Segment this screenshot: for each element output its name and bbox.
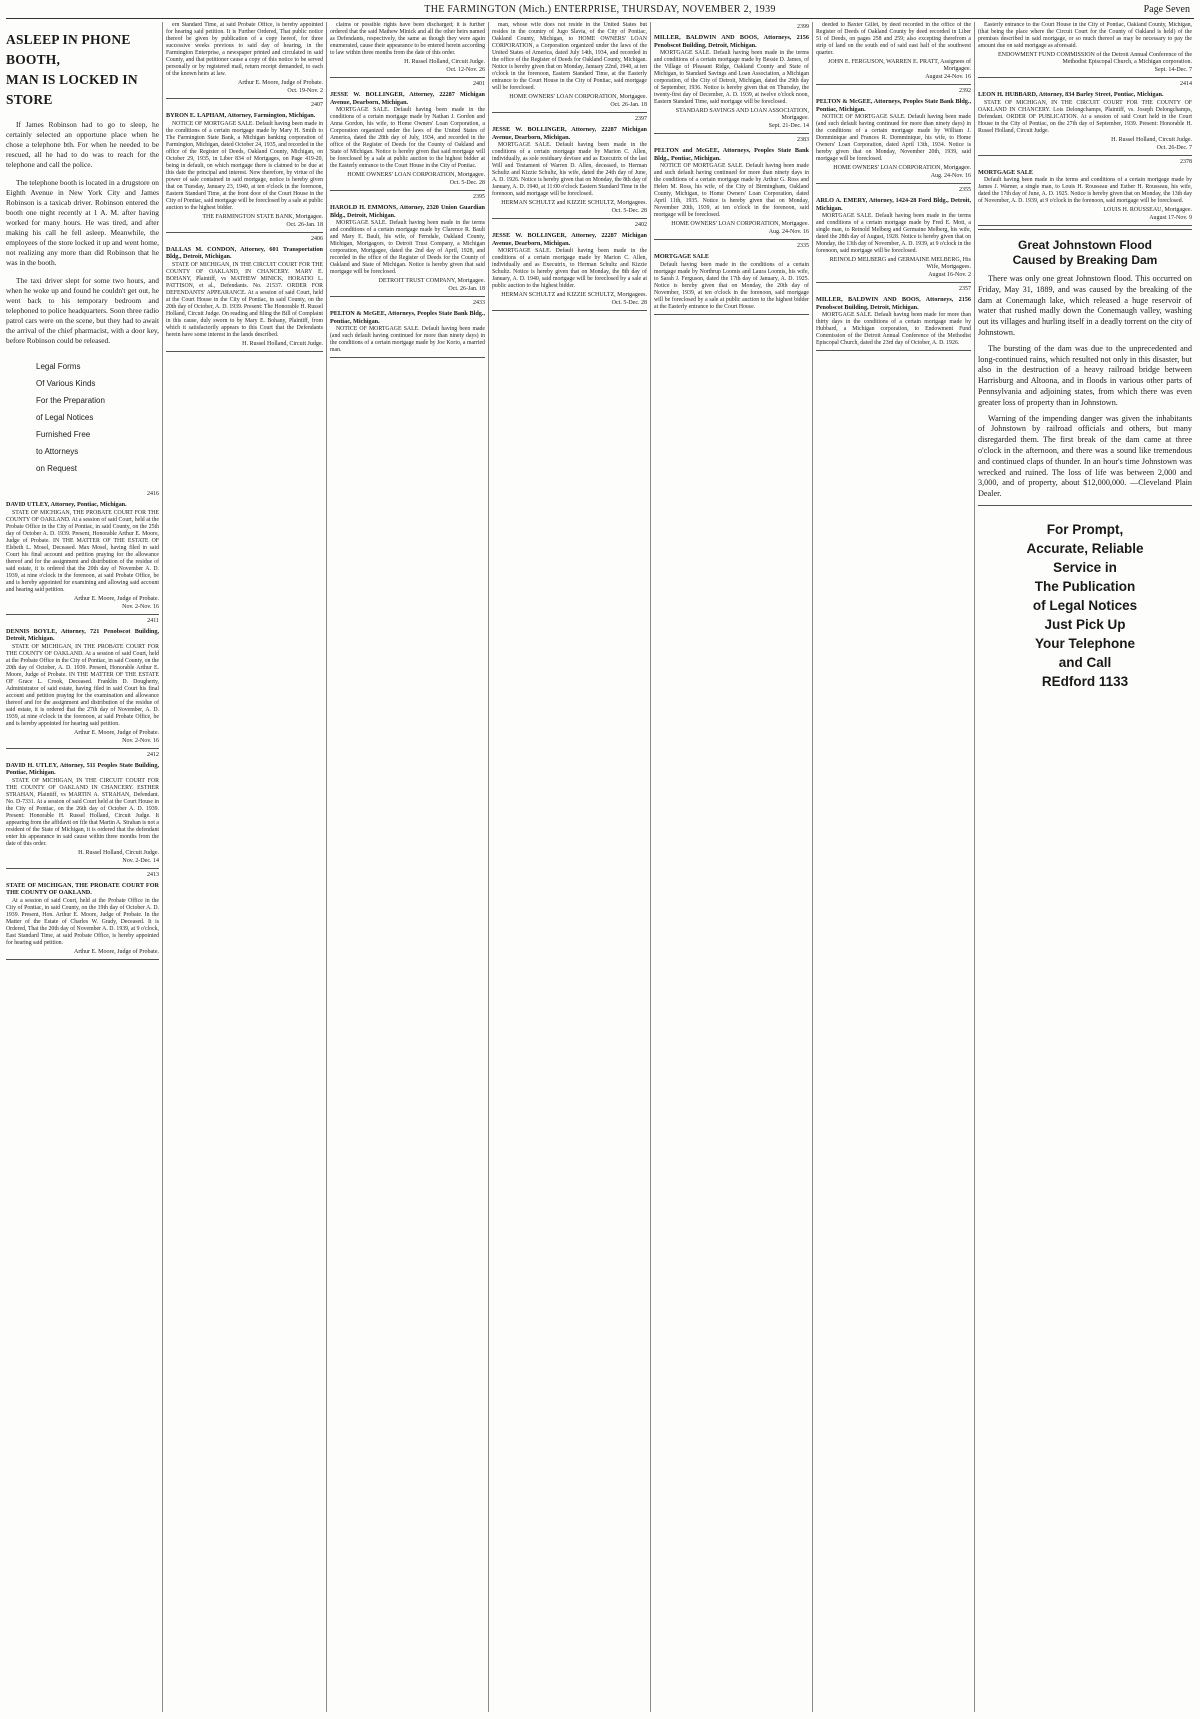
masthead-rule — [6, 18, 1194, 19]
notice-number: 2383 — [797, 137, 809, 143]
notice-heading: DAVID H. UTLEY, Attorney, 511 Peoples State Building, Pontiac, Michigan. — [6, 761, 159, 776]
notice-divider — [816, 183, 971, 184]
notices-column — [816, 22, 971, 351]
flood-headline — [978, 238, 1192, 268]
notice-heading: PELTON and McGEE, Attorneys, Peoples State Bank Bldg., Pontiac, Michigan. — [654, 147, 809, 162]
notice-run-dates: Nov. 2-Nov. 16 — [122, 603, 159, 610]
story-paragraph: The telephone booth is located in a drugstore on Eighth Avenue in New York City and James Robinson is a taxicab driver. Robinson entered the booth one night recently at 1 A. M. after having worked for many hours. He was tired, and after making his call he fell asleep. Meanwhile, the employees of the store locked it up and went home, not realizing any more than did Robinson that he was in the booth. — [6, 178, 159, 267]
notice-run-dates: Oct. 19-Nov. 2 — [287, 88, 323, 94]
story-headline-line-1: ASLEEP IN PHONE BOOTH, — [6, 32, 131, 67]
notice-signature: STANDARD SAVINGS AND LOAN ASSOCIATION, Mortgagee. — [675, 108, 809, 121]
notice-heading: DALLAS M. CONDON, Attorney, 601 Transportation Bldg., Detroit, Michigan. — [166, 245, 323, 260]
notice-heading: BYRON E. LAPHAM, Attorney, Farmington, Michigan. — [166, 112, 316, 119]
notice-run-dates: Sept. 21-Dec. 14 — [768, 123, 809, 129]
notice-signature: H. Russel Holland, Circuit Judge. — [78, 849, 159, 856]
notice-number: 2414 — [1180, 81, 1192, 87]
notice-body: STATE OF MICHIGAN, IN THE PROBATE COURT FOR THE COUNTY OF OAKLAND. At a session of said Court, held at the Probate Office in the City of Pontiac, in said County, on the 20th day of October, A. D. 1939. Present, Honorable Arthur E. Moore, Judge of Probate. IN THE MATTER OF THE ESTATE OF Grace L. Crook, Deceased. Franklin D. Dougherty, Administrator of said estate, having filed in said Court his final account and petition praying for the examination and allowance thereof and for the assignment and distribution of the residue of said estate, it is ordered that the 27th day of November, A. D. 1939, at nine o'clock in the forenoon, at said Probate Office, be and is hereby appointed for hearing said petition. — [6, 643, 159, 727]
notice-signature: HOME OWNERS' LOAN CORPORATION, Mortgagee. — [347, 172, 485, 178]
legal-forms-ad-line: to Attorneys — [36, 447, 79, 456]
notice-run-dates: Oct. 26-Jan. 18 — [448, 286, 485, 292]
notice-run-dates: Oct. 26-Jan. 18 — [610, 102, 647, 108]
service-ad-line: of Legal Notices — [1032, 597, 1138, 613]
notice-body: MORTGAGE SALE. Default having been made in the terms and conditions of a certain mortgage made by Clarence R. Bault and Mary E. Bault, his wife, of Ferndale, Oakland County, Michigan, Mortgagors, to Detroit Trust Company, a Michigan corporation, Mortgagee, dated the 2nd day of April, 1928, and recorded in the office of the Register of Deeds for the County of Oakland and State of Michigan. Notice is hereby given that said mortgage will be foreclosed. — [330, 220, 485, 275]
notice-run-dates: August 16-Nov. 2 — [928, 272, 971, 278]
notice-divider — [166, 232, 323, 233]
flood-headline-line-2: Caused by Breaking Dam — [1012, 253, 1158, 267]
notice-heading: MORTGAGE SALE — [978, 168, 1033, 176]
notice-body: STATE OF MICHIGAN, THE PROBATE COURT FOR THE COUNTY OF OAKLAND. At a session of said Court, held at the Probate Office in the City of Pontiac, in said County, on the 25th day of October A. D. 1939. Present, Honorable Arthur E. Moore, Judge of Probate. IN THE MATTER OF THE ESTATE OF Elsbeth L. Mosel, Deceased. Max Mosel, having filed in said Court his final account and petition praying for the allowance thereof and for the assignment and distribution of the residue of said estate, it is ordered that the 20th day of November A. D. 1939, at nine o'clock in the forenoon, at said Probate Office, be and is hereby appointed for examining and allowing said account and hearing said petition. — [6, 509, 159, 593]
notice-divider — [6, 959, 159, 960]
notice-divider — [492, 112, 647, 113]
service-ad-line: Accurate, Reliable — [1026, 540, 1144, 556]
notice-body: STATE OF MICHIGAN, IN THE CIRCUIT COURT FOR THE COUNTY OF OAKLAND IN CHANCERY. ESTHER STRAHAN, Plaintiff, vs MARTIN A. STRAHAN, Defendant. No. D-7331. At a session of said Court held at the Court House in the City of Pontiac, on the 26th day of October A. D. 1939. Present: Honorable H. Russel Holland, Circuit Judge. It appearing from the affidavit on file that Martin A. Strahan is not a resident of the State of Michigan, it is ordered that the defendant enter his appearance in said cause within three months from the date of this order. — [6, 777, 159, 847]
column-3 — [330, 22, 485, 1712]
masthead-title: THE FARMINGTON (Mich.) ENTERPRISE, THURSDAY, NOVEMBER 2, 1939 — [424, 4, 776, 15]
notice-divider — [330, 296, 485, 297]
notices-column — [654, 24, 809, 315]
legal-forms-ad-line: of Legal Notices — [36, 413, 94, 422]
column-rule — [974, 22, 975, 1712]
legal-forms-ad-line: on Request — [36, 464, 77, 473]
notice-body: man, whose wife does not reside in the United States but resides in the country of Jugo Slavia, of the City of Pontiac, Oakland County, Michigan, to HOME OWNERS' LOAN CORPORATION, a Corporation organized under the laws of the United States of America, dated July 14th, 1934, and recorded in the office of the Register of Deeds for Oakland County, Michigan. Notice is hereby given that on Monday, January 22nd, 1940, at ten o'clock in the forenoon, Eastern Standard Time, at the Easterly entrance to the Court House in the City of Pontiac, said mortgage will be foreclosed. — [492, 22, 647, 91]
story-headline-line-2: MAN IS LOCKED IN STORE — [6, 72, 138, 107]
notice-body: NOTICE OF MORTGAGE SALE. Default having been made (and such default having continued for more than ninety days) in the conditions of a certain mortgage made by William J. Domminique and Frances R. Domminique, his wife, to Home Owners' Loan Corporation, dated April 13th, 1934. Notice is hereby given that on Monday, November 20th, 1939, said mortgage will be foreclosed. — [816, 114, 971, 162]
notice-number: 2413 — [147, 871, 159, 878]
divider — [978, 505, 1192, 506]
notice-signature: HOME OWNERS' LOAN CORPORATION, Mortgagee. — [509, 94, 647, 100]
legal-notice-service-ad — [978, 520, 1192, 691]
legal-forms-ad-line: Of Various Kinds — [36, 379, 96, 388]
service-ad-line: Service in — [1053, 559, 1117, 575]
notice-number: 2402 — [635, 222, 647, 228]
notices-column — [330, 22, 485, 358]
notice-signature: LOUIS H. ROUSSEAU, Mortgagee. — [1103, 207, 1192, 213]
notice-heading: JESSE W. BOLLINGER, Attorney, 22287 Michigan Avenue, Dearborn, Michigan. — [492, 126, 647, 141]
notice-run-dates: Oct. 26-Dec. 7 — [1156, 144, 1192, 151]
notice-signature: H. Russel Holland, Circuit Judge. — [242, 340, 323, 347]
notice-body: STATE OF MICHIGAN, IN THE CIRCUIT COURT FOR THE COUNTY OF OAKLAND IN CHANCERY. Lois Delongchamps, Plaintiff, vs. Joseph Delongchamps, Defendant. ORDER OF PUBLICATION. At a session of said Court held in the Court House in the City of Pontiac, on the 27th day of September, 1939. Present: Honorable H. Russel Holland, Circuit Judge. — [978, 99, 1192, 134]
notice-run-dates: August 17-Nov. 9 — [1149, 215, 1192, 221]
notice-number: 2392 — [959, 88, 971, 94]
notice-heading: STATE OF MICHIGAN, THE PROBATE COURT FOR THE COUNTY OF OAKLAND. — [6, 881, 159, 896]
notice-divider — [654, 314, 809, 315]
notice-number: 2399 — [797, 24, 809, 30]
notice-run-dates: Nov. 2-Dec. 14 — [122, 857, 159, 864]
notice-body: NOTICE OF MORTGAGE SALE. Default having been made and such default having continued for more than ninety days in the conditions of a certain mortgage made by Arthur G. Ross and Helen M. Ross, his wife, of the City of Birmingham, Oakland County, Michigan, to Home Owners' Loan Corporation, dated April 11th, 1935. Notice is hereby given that on Monday, November 20th, 1939, at ten o'clock in the forenoon, said mortgage will be foreclosed. — [654, 163, 809, 218]
notice-body: MORTGAGE SALE. Default having been made for more than thirty days in the conditions of a certain mortgage made by Hubbard, a Michigan corporation, to Endowment Fund Commission of the Detroit Annual Conference of the Methodist Episcopal Church, dated the 23rd day of October, A. D. 1926. — [816, 312, 971, 346]
notice-heading: MILLER, BALDWIN AND BOOS, Attorneys, 2156 Penobscot Building, Detroit, Michigan. — [816, 296, 971, 311]
notice-signature: HOME OWNERS' LOAN CORPORATION, Mortgagee. — [671, 221, 809, 227]
notice-signature: REINOLD MELBERG and GERMAINE MELBERG, His Wife, Mortgagees. — [829, 257, 971, 270]
flood-paragraph: There was only one great Johnstown flood. This occurred on Friday, May 31, 1889, and was caused by the breaking of the dam at Conemaugh lake, which released a huge reservoir of water that rushed madly down the Conemaugh valley, washing out its villages and hurling itself in a deadly torrent on the city of Johnstown. — [978, 274, 1192, 337]
notice-heading: ARLO A. EMERY, Attorney, 1424-28 Ford Bldg., Detroit, Michigan. — [816, 197, 971, 212]
notice-body: Default having been made in the conditions of a certain mortgage made by Northrup Loomis and Laura Loomis, his wife, to Sarah J. Ferguson, dated the 17th day of January, A. D. 1925. Notice is hereby given that on Monday, the 20th day of November, 1939, at ten o'clock in the forenoon, said mortgage will be foreclosed by a sale at public auction to the highest bidder at the Easterly entrance to the Court House. — [654, 261, 809, 310]
notice-signature: JOHN E. FERGUSON, WARREN E. PRATT, Assignees of Mortgagee. — [828, 59, 971, 72]
notice-divider — [330, 77, 485, 78]
notice-number: 2401 — [473, 81, 485, 87]
column-4 — [492, 22, 647, 1712]
notice-heading: MORTGAGE SALE — [654, 253, 709, 260]
notice-body: Easterly entrance to the Court House in the City of Pontiac, Oakland County, Michigan, (that being the place where the Circuit Court for the County of Oakland is held) of the premises described in said mortgage, or so much thereof as may be necessary to pay the amount due on said mortgage as aforesaid. — [978, 22, 1192, 49]
notice-divider — [6, 748, 159, 749]
notice-signature: H. Russel Holland, Circuit Judge. — [404, 59, 485, 65]
notice-body: NOTICE OF MORTGAGE SALE. Default having been made (and such default having continued for more than ninety days) in the conditions of a certain mortgage made by Joe Korio, a married man. — [330, 326, 485, 353]
notice-number: 2407 — [311, 102, 323, 108]
notice-heading: MILLER, BALDWIN AND BOOS, Attorneys, 2156 Penobscot Building, Detroit, Michigan. — [654, 34, 809, 49]
notice-number: 2406 — [311, 235, 323, 242]
notice-run-dates: Oct. 5-Dec. 28 — [449, 180, 485, 186]
notice-number: 2411 — [147, 617, 159, 624]
notice-body: MORTGAGE SALE. Default having been made in the conditions of a certain mortgage made by Marion C. Allen, individually and as Executrix, to Herman Schultz and Kizzie Schultz. Notice is hereby given that on Monday, the 8th day of January, A. D. 1940, said mortgage will be foreclosed by a sale at public auction to the highest bidder. — [492, 248, 647, 289]
flood-headline-line-1: Great Johnstown Flood — [1018, 238, 1152, 252]
column-rule — [326, 22, 327, 1712]
notice-divider — [978, 155, 1192, 156]
notice-number: 2357 — [959, 286, 971, 292]
notice-signature: Arthur E. Moore, Judge of Probate. — [74, 948, 159, 955]
notice-number: 2397 — [635, 116, 647, 122]
column-rule — [650, 22, 651, 1712]
notice-body: MORTGAGE SALE. Default having been made in the terms and conditions of a certain mortgage made by Bessie D. James, of the Village of Pleasant Ridge, Oakland County and State of Michigan, to Standard Savings and Loan Association, a Michigan corporation, of the City of Detroit, Michigan, dated the 29th day of September, 1936. Notice is hereby given that on Thursday, the twenty-first day of December, A. D. 1939, at twelve o'clock noon, Eastern Standard Time, said mortgage will be foreclosed. — [654, 50, 809, 105]
notice-body: Default having been made in the terms and conditions of a certain mortgage made by James J. Warner, a single man, to Louis H. Rousseau and Esther H. Rousseau, his wife, dated the 17th day of June, A. D. 1925. Notice is hereby given that on Monday, the 13th day of November, A. D. 1939, at 9 o'clock in the forenoon, said mortgage will be foreclosed. — [978, 177, 1192, 204]
column-rule — [812, 22, 813, 1712]
notices-column — [6, 491, 159, 960]
notice-divider — [816, 350, 971, 351]
service-ad-phone: REdford 1133 — [1041, 673, 1129, 689]
notice-divider — [330, 190, 485, 191]
notice-signature: HOME OWNERS' LOAN CORPORATION, Mortgagee. — [833, 165, 971, 171]
column-rule — [488, 22, 489, 1712]
page-number: Page Seven — [1143, 4, 1190, 15]
service-ad-line: Your Telephone — [1034, 635, 1135, 651]
notice-signature: Arthur E. Moore, Judge of Probate. — [74, 595, 159, 602]
notice-heading: JESSE W. BOLLINGER, Attorney, 22287 Michigan Avenue, Dearborn, Michigan. — [330, 91, 485, 106]
notices-column — [978, 22, 1192, 226]
service-ad-line: Just Pick Up — [1044, 616, 1126, 632]
notice-heading: LEON H. HUBBARD, Attorney, 834 Barley Street, Pontiac, Michigan. — [978, 91, 1164, 98]
service-ad-line: For Prompt, — [1046, 521, 1124, 537]
notice-divider — [6, 868, 159, 869]
notice-heading: DENNIS BOYLE, Attorney, 721 Penobscot Building, Detroit, Michigan. — [6, 627, 159, 642]
notice-divider — [6, 614, 159, 615]
notice-body: ern Standard Time, at said Probate Office, is hereby appointed for hearing said petition. It is Further Ordered, That public notice thereof be given by publication of a copy hereof, for three successive weeks previous to said day of hearing, in the Farmington Enterprise, a newspaper printed and circulated in said County, and that petitioner cause a copy of this notice to be served personally or by registered mail, return receipt demanded, to each of the known heirs at law. — [166, 22, 323, 77]
notice-run-dates: Sept. 14-Dec. 7 — [1154, 67, 1192, 73]
notice-divider — [166, 351, 323, 352]
notice-divider — [492, 218, 647, 219]
notice-number: 2395 — [473, 194, 485, 200]
notice-number: 2378 — [1180, 158, 1192, 165]
notice-signature: HERMAN SCHULTZ and KIZZIE SCHULTZ, Mortgagees. — [501, 200, 647, 206]
flood-paragraph: The bursting of the dam was due to the unprecedented and long-continued rains, which resulted not only in this disaster, but also in the destruction of a heavy railroad bridge between Harrisburg and Altoona, and in floods in various other parts of Pennsylvania and adjoining states, from which there was even greater loss of property than in Johnstown. — [978, 343, 1192, 407]
service-ad-line: and Call — [1058, 654, 1112, 670]
notice-body: NOTICE OF MORTGAGE SALE. Default having been made in the conditions of a certain mortgage made by Mary H. Smith to The Farmington State Bank, a Michigan banking corporation of Farmington, Michigan, dated October 24, 1935, and recorded in the office of the Register of Deeds, Oakland County, Michigan, on October 29, 1935, in Liber 834 of Mortgages, on Page 419-20, being in default, on which mortgage there is claimed to be due at this date the principal and interest. Now therefore, by virtue of the power of sale contained in said mortgage, notice is hereby given that on Tuesday, January 23, 1940, at ten o'clock in the forenoon, Eastern Standard Time, at the front door of the Court House in the City of Pontiac, said mortgage will be foreclosed by a sale at public auction to the highest bidder. — [166, 120, 323, 211]
notice-run-dates: Oct. 5-Dec. 28 — [611, 208, 647, 214]
divider — [978, 229, 1192, 230]
column-7 — [978, 22, 1192, 1712]
notice-divider — [654, 133, 809, 134]
notice-heading: PELTON & McGEE, Attorneys, Peoples State Bank Bldg., Pontiac, Michigan. — [330, 310, 485, 325]
masthead — [6, 2, 1194, 18]
notice-divider — [978, 77, 1192, 78]
notice-body: MORTGAGE SALE. Default having been made in the conditions of a certain mortgage made by Nathan J. Gordon and Anna Gordon, his wife, to Home Owners' Loan Corporation, a Corporation organized under the laws of the United States of America, dated the 28th day of July, 1934, and recorded in the office of the Register of Deeds for the County of Oakland and State of Michigan. Notice is hereby given that said mortgage will be foreclosed by a sale at public auction to the highest bidder at the Easterly entrance to the Court House in the City of Pontiac. — [330, 107, 485, 169]
notice-run-dates: Oct. 12-Nov. 26 — [446, 67, 485, 73]
story-paragraph: If James Robinson had to go to sleep, he certainly selected an opportune place when he chose a telephone bth. For when he needed to be rescued, all he had to do was to reach for the telephone and call the police. — [6, 120, 159, 169]
notice-body: STATE OF MICHIGAN, IN THE CIRCUIT COURT FOR THE COUNTY OF OAKLAND, IN CHANCERY. MARY E. BOHANY, Plaintiff, vs MATHEW MINICK, HORATIO L. PATTISON, et al., Defendants. No. 21537. ORDER FOR DEFENDANTS' APPEARANCE. At a session of said Court, held at the Court House in the City of Pontiac, in said County, on the 20th day of October, A. D. 1939. Present: The Honorable H. Russel Holland, Circuit Judge. On reading and filing the Bill of Complaint in this cause, duly sworn to by Mary E. Bohany, Plaintiff, from which it satisfactorily appears to this Court that the Defendants herein have some interest in the lands described. — [166, 261, 323, 338]
legal-forms-ad — [36, 358, 159, 477]
notice-divider — [978, 225, 1192, 226]
notice-heading: JESSE W. BOLLINGER, Attorney, 22287 Michigan Avenue, Dearborn, Michigan. — [492, 232, 647, 247]
notice-run-dates: Aug. 24-Nov. 16 — [768, 229, 809, 235]
notice-body: claims or possible rights have been discharged; it is further ordered that the said Mathew Minick and all the other heirs named as Defendants, respectively, the same as though they were again enumerated, cause their appearance to be entered herein according to law within three months from the date of this order. — [330, 22, 485, 56]
notice-run-dates: Aug. 24-Nov. 16 — [930, 173, 971, 179]
notice-signature: ENDOWMENT FUND COMMISSION of the Detroit Annual Conference of the Methodist Episcopal Church, a Michigan corporation. — [997, 52, 1192, 65]
flood-paragraph: Warning of the impending danger was given the inhabitants of Johnstown by railroad officials and others, but many disregarded them. The first break of the dam came at three o'clock in the afternoon, and there was a sound like tremendous and continued claps of thunder. In an hour's time Johnstown was wrecked and ruined. The loss of life was between 2,000 and 3,000, and of property, about $12,000,000. —Cleveland Plain Dealer. — [978, 413, 1192, 499]
notice-signature: HERMAN SCHULTZ and KIZZIE SCHULTZ, Mortgagees. — [501, 292, 647, 298]
column-6 — [816, 22, 971, 1712]
notice-signature: THE FARMINGTON STATE BANK, Mortgagee. — [202, 213, 323, 220]
notice-divider — [330, 357, 485, 358]
notices-column — [492, 22, 647, 311]
notice-heading: PELTON & McGEE, Attorneys, Peoples State Bank Bldg., Pontiac, Michigan. — [816, 98, 971, 113]
notice-run-dates: Oct. 5-Dec. 28 — [611, 300, 647, 306]
notice-body: MORTGAGE SALE. Default having been made in the terms and conditions of a certain mortgage made by Fred E. Mott, a single man, to Reinold Melberg and Germaine Melberg, his wife, dated the 28th day of August, 1928. Notice is hereby given that on Monday, the 13th day of November, A. D. 1939, at 9 o'clock in the forenoon, said mortgage will be foreclosed. — [816, 213, 971, 254]
notice-body: deeded to Baxter Gillet, by deed recorded in the office of the Register of Deeds of Oakland County by deed recorded in Liber 51 of Deeds, on pages 258 and 259; also excepting therefrom a strip of land on the south end of said east half of the southwest quarter. — [816, 22, 971, 56]
notice-body: MORTGAGE SALE. Default having been made in the conditions of a certain mortgage made by Marion C. Allen, individually, as sole residuary devisee and as Executrix of the last Will and Testament of Warren D. Allen, deceased, to Herman Schultz and Kizzie Schultz, his wife, dated the 24th day of June, A. D. 1926. Notice is hereby given that on Monday, the 8th day of January, A. D. 1940, at 11:00 o'clock Eastern Standard Time in the forenoon, said mortgage will be foreclosed. — [492, 142, 647, 197]
notice-divider — [816, 84, 971, 85]
notice-divider — [492, 310, 647, 311]
notice-signature: Arthur E. Moore, Judge of Probate. — [238, 80, 323, 86]
notice-divider — [816, 282, 971, 283]
notice-run-dates: Oct. 26-Jan. 18 — [286, 221, 323, 228]
notice-divider — [654, 239, 809, 240]
column-2 — [166, 22, 323, 1712]
notice-run-dates: Nov. 2-Nov. 16 — [122, 737, 159, 744]
notice-number: 2335 — [797, 243, 809, 249]
notice-signature: H. Russel Holland, Circuit Judge. — [1111, 136, 1192, 143]
column-1 — [6, 22, 159, 1712]
notice-heading: HAROLD H. EMMONS, Attorney, 2320 Union Guardian Bldg., Detroit, Michigan. — [330, 204, 485, 219]
notice-heading: DAVID UTLEY, Attorney, Pontiac, Michigan. — [6, 501, 127, 508]
legal-forms-ad-line: Furnished Free — [36, 430, 91, 439]
notice-signature: DETROIT TRUST COMPANY, Mortgagee. — [378, 278, 485, 284]
notice-number: 2412 — [147, 751, 159, 758]
notice-body: At a session of said Court, held at the Probate Office in the City of Pontiac, in said County, on the 19th day of October A. D. 1939. Present, Hon. Arthur E. Moore, Judge of Probate. In the Matter of the Estate of Charles W. Grady, Deceased. It is Ordered, That the 20th day of November A. D. 1939, at 9 o'clock, East Standard Time, at said Probate Office, is hereby appointed for hearing said petition. — [6, 897, 159, 946]
notice-number: 2433 — [473, 300, 485, 306]
column-5 — [654, 22, 809, 1712]
legal-forms-ad-line: Legal Forms — [36, 362, 81, 371]
service-ad-line: The Publication — [1034, 578, 1136, 594]
notice-run-dates: August 24-Nov. 16 — [925, 74, 971, 80]
notice-number: 2416 — [147, 491, 159, 497]
notice-divider — [166, 98, 323, 99]
column-rule — [162, 22, 163, 1712]
notices-column — [166, 22, 323, 352]
notice-signature: Arthur E. Moore, Judge of Probate. — [74, 729, 159, 736]
story-headline — [6, 30, 159, 110]
legal-forms-ad-line: For the Preparation — [36, 396, 105, 405]
story-paragraph: The taxi driver slept for some two hours, and when he woke up and found he couldn't get out, he went back to his temporary bedroom and telephoned to police headquarters. Soon three radio patrol cars were on the scene, but they had to await the arrival of the chief pharmacist, with a door key, before Robinson could be released. — [6, 276, 159, 345]
notice-number: 2355 — [959, 187, 971, 193]
